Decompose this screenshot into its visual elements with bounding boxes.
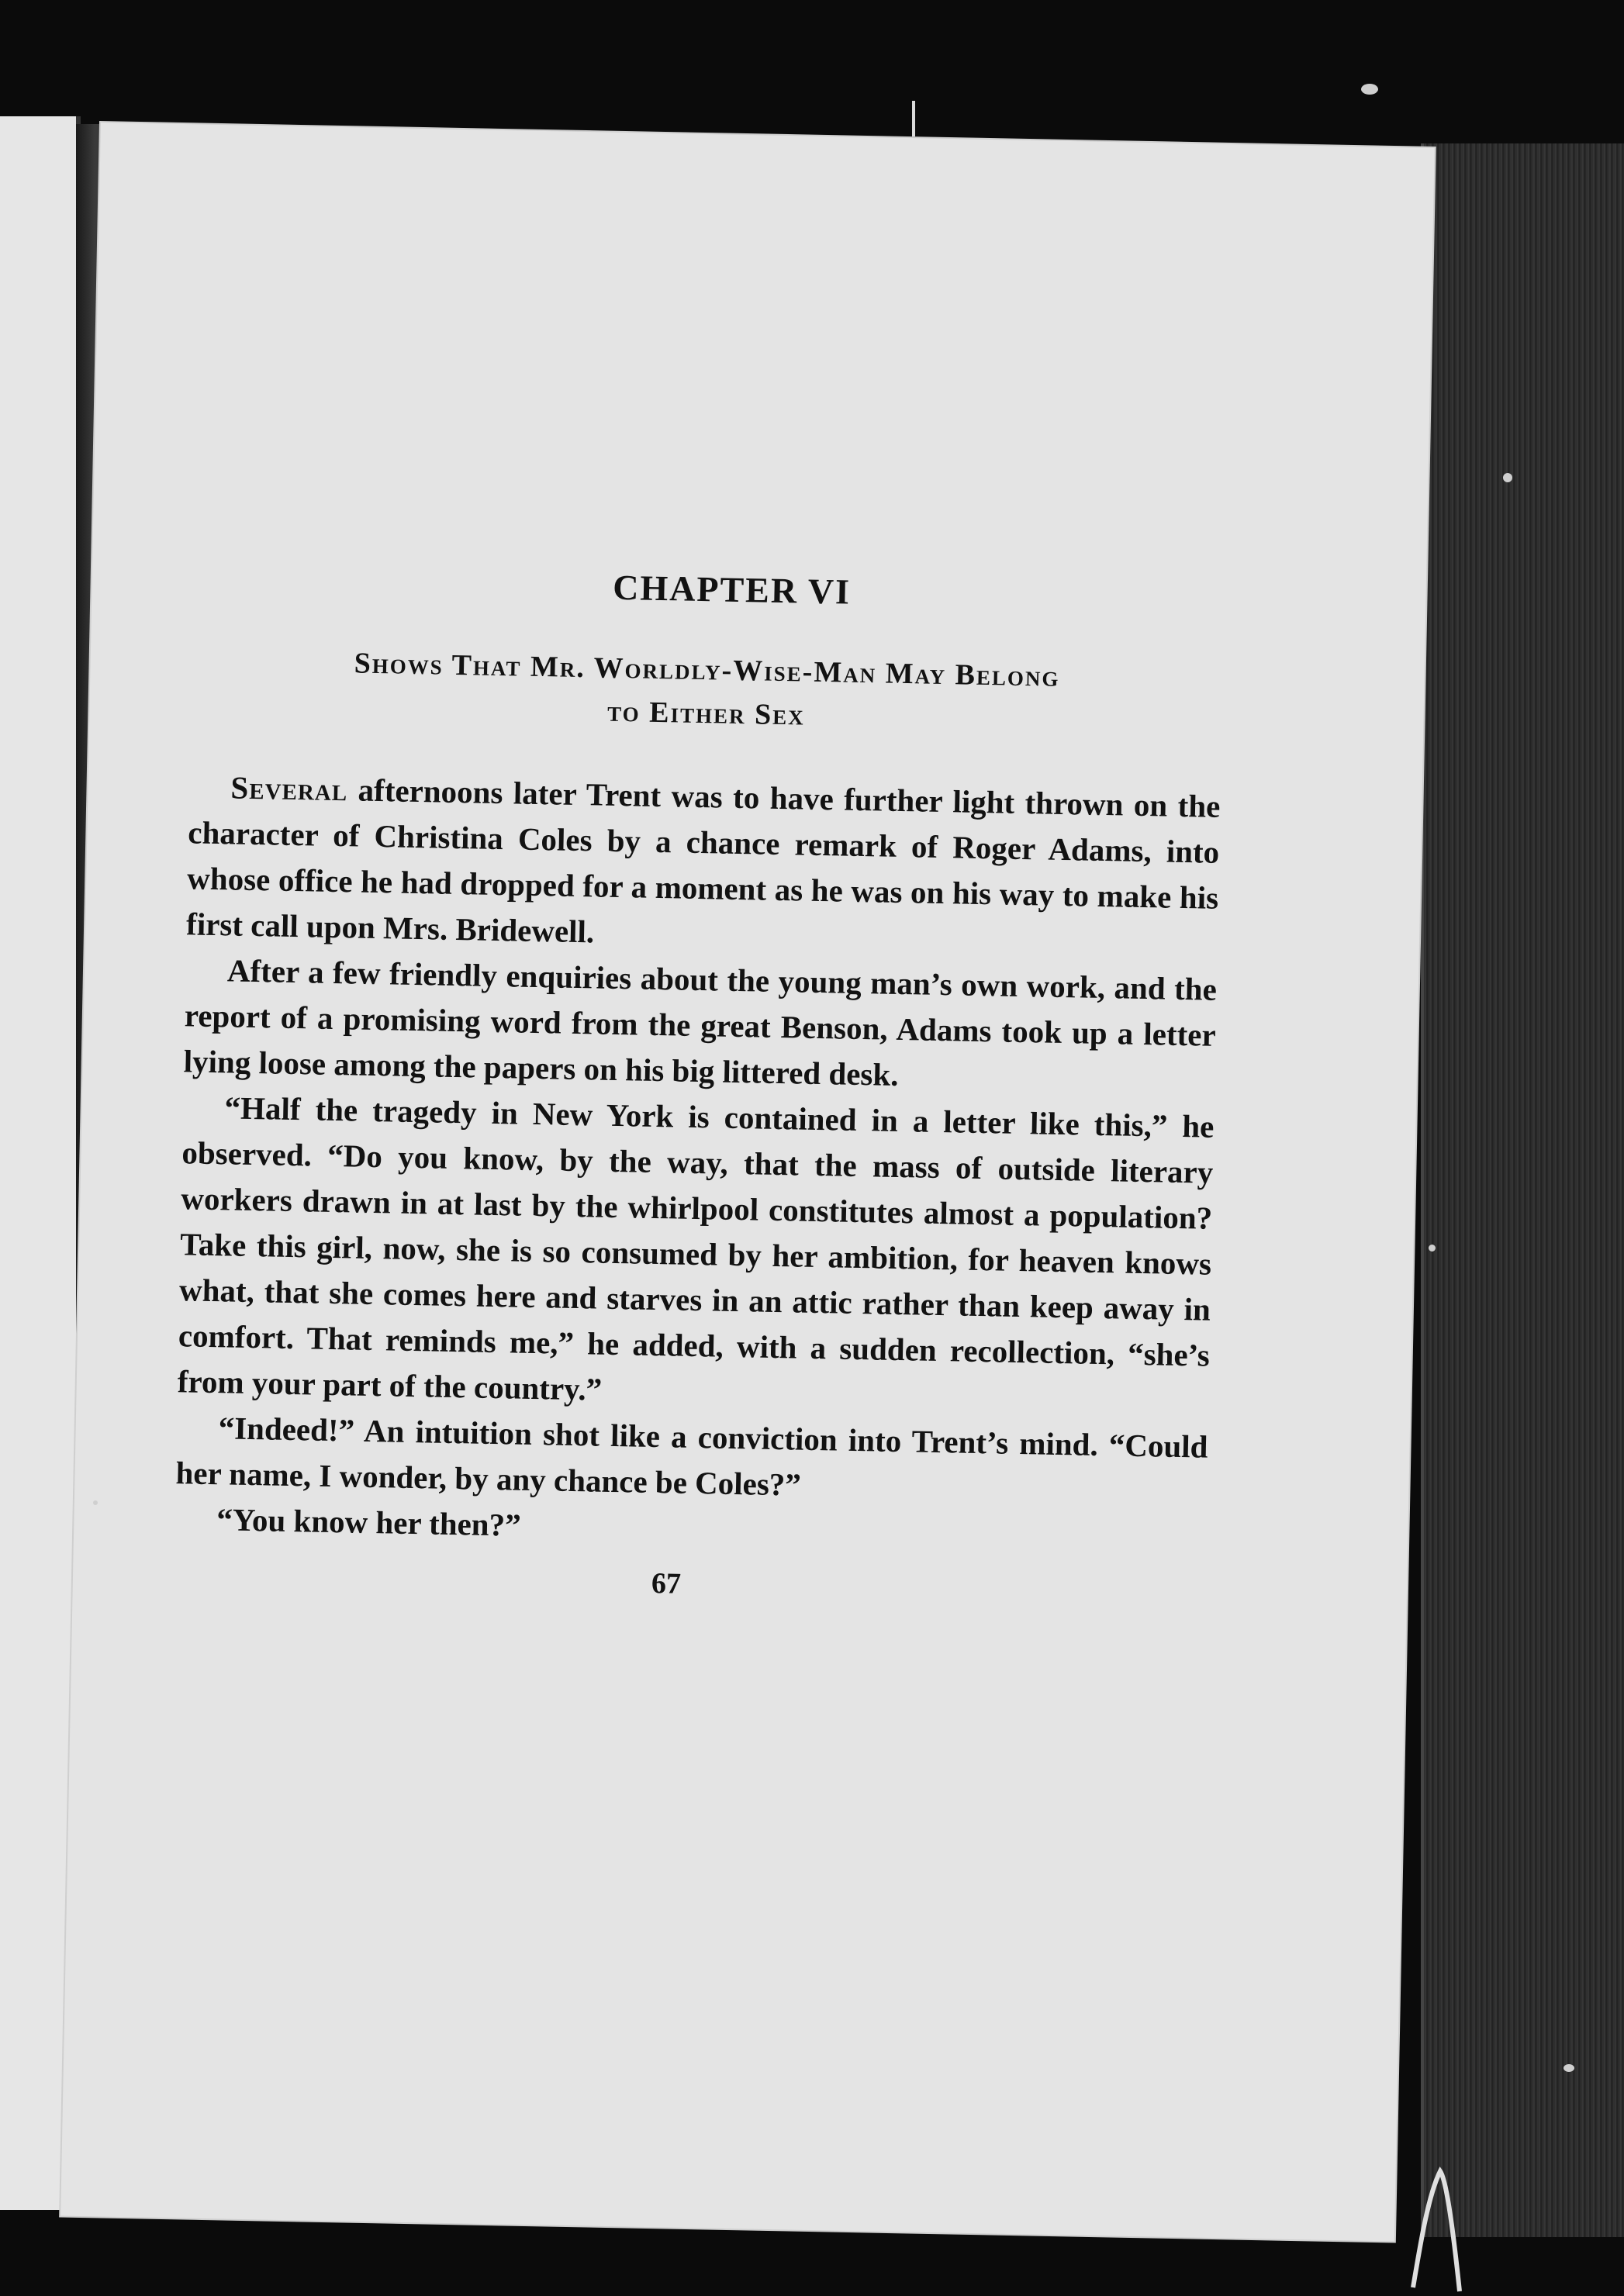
speck: [1429, 1245, 1436, 1252]
paragraph-5: “You know her then?”: [216, 1501, 522, 1543]
paragraph-3: “Half the tragedy in New York is contained in a letter like this,” he observed. “Do you know, by the way, that the mass of outside literary workers drawn in at last by the whirlpool constitutes almost a population? Take this girl, now, she is so consumed by her ambition, for heaven knows what, that she comes here and starves in an attic rather than keep away in comfort. That reminds me,” he added, with a sudden recollection, “she’s from your part of the country.”: [177, 1089, 1215, 1407]
paragraph-1: [186, 764, 1221, 966]
chapter-heading: CHAPTER VI: [612, 567, 852, 612]
book-page: [60, 123, 1435, 2242]
speck: [1503, 473, 1512, 482]
speck: [1564, 2064, 1574, 2072]
page-stack-edges: [1421, 143, 1624, 2237]
page-corner-curl-icon: [1405, 2148, 1467, 2296]
scan-artifact-mark: [912, 101, 915, 136]
paragraph-4: “Indeed!” An intuition shot like a conviction into Trent’s mind. “Could her name, I wonder, by any chance be Coles?”: [175, 1410, 1208, 1503]
chapter-subtitle: [190, 638, 1223, 745]
speck: [1361, 84, 1378, 95]
chapter-subtitle-line2: to Either Sex: [606, 695, 806, 732]
page-content: [174, 558, 1225, 1611]
paragraph-2: After a few friendly enquiries about the young man’s own work, and the report of a promising word from the great Benson, Adams took up a letter lying loose among the papers on his big littered desk.: [183, 952, 1218, 1093]
speck: [93, 1500, 98, 1505]
page-number: 67: [651, 1566, 682, 1600]
paragraph-1-lead: Several: [230, 769, 348, 808]
chapter-subtitle-line1: Shows That Mr. Worldly-Wise-Man May Belong: [354, 647, 1060, 693]
paragraph-1-text: afternoons later Trent was to have further light thrown on the character of Christina Coles by a chance remark of Roger Adams, into whose office he had dropped for a moment as he was on his way to make his first call upon Mrs. Bridewell.: [185, 772, 1221, 950]
